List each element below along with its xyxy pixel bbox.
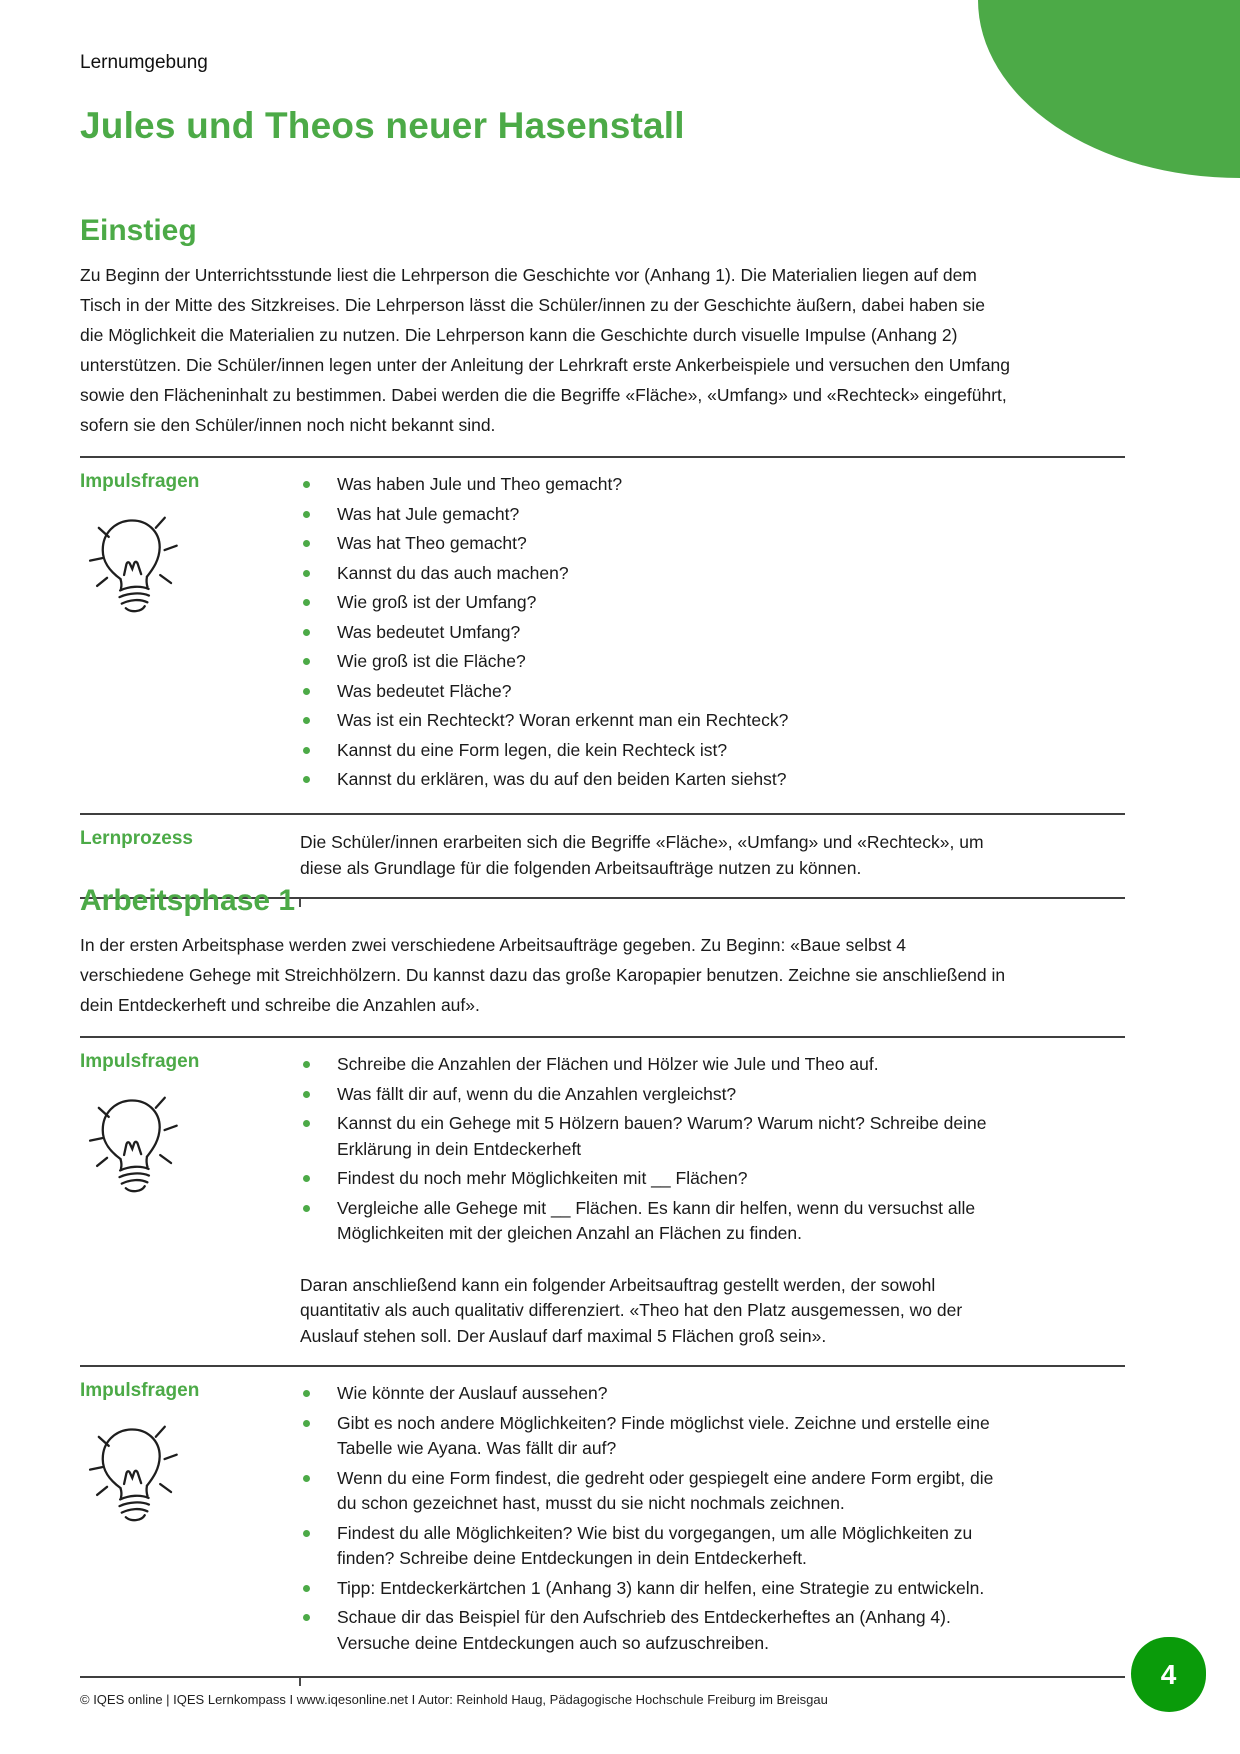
question-item: Wie könnte der Auslauf aussehen? [300,1381,1006,1407]
question-item: Vergleiche alle Gehege mit __ Flächen. Es kann dir helfen, wenn du versuchst alle Möglichkeiten mit der gleichen Anzahl an Flächen zu finden. [300,1196,1006,1247]
impulsfragen-row [80,456,1125,813]
section-heading-einstieg: Einstieg [80,214,197,247]
row-content-column [300,1051,1125,1349]
question-item: Findest du noch mehr Möglichkeiten mit __ Flächen? [300,1166,1006,1192]
arbeitsphase-intro-paragraph: In der ersten Arbeitsphase werden zwei verschiedene Arbeitsaufträge gegeben. Zu Beginn: «Baue selbst 4 verschiedene Gehege mit Streichhölzern. Du kannst dazu das große Karopapier benutzen. Zeichne sie anschließend in dein Entdeckerheft und schreibe die Anzahlen auf». [80,935,1006,1015]
impulsfragen-label: Impulsfragen [80,1380,200,1401]
question-item: Was ist ein Rechteckt? Woran erkennt man ein Rechteck? [300,708,1006,734]
question-item: Kannst du erklären, was du auf den beiden Karten siehst? [300,767,1006,793]
corner-accent-shape [978,0,1240,178]
impulsfragen-row [80,1036,1125,1365]
row-label-column [80,1051,300,1349]
section-arbeitsphase-1 [80,884,1125,1678]
row-label-column [80,828,300,881]
impulsfragen-row [80,1365,1125,1678]
lightbulb-icon [84,1089,184,1201]
question-item: Was hat Jule gemacht? [300,502,1006,528]
row-content-column [300,1380,1125,1660]
question-item: Schaue dir das Beispiel für den Aufschrieb des Entdeckerheftes an (Anhang 4). Versuche deine Entdeckungen auch so aufzuschreiben. [300,1605,1006,1656]
question-item: Kannst du ein Gehege mit 5 Hölzern bauen? Warum? Warum nicht? Schreibe deine Erklärung in dein Entdeckerheft [300,1111,1006,1162]
impulsfragen-question-list [300,472,1006,793]
row-label-column [80,471,300,797]
section-einstieg [80,214,1125,899]
document-type-label: Lernumgebung [80,52,208,73]
lightbulb-icon [84,1418,184,1530]
section-heading-arbeitsphase-1: Arbeitsphase 1 [80,884,296,917]
question-item: Tipp: Entdeckerkärtchen 1 (Anhang 3) kann dir helfen, eine Strategie zu entwickeln. [300,1576,1006,1602]
lernprozess-text: Die Schüler/innen erarbeiten sich die Begriffe «Fläche», «Umfang» und «Rechteck», um diese als Grundlage für die folgenden Arbeitsaufträge nutzen zu können. [300,831,984,878]
impulsfragen-question-list [300,1381,1006,1656]
lightbulb-icon [84,509,184,621]
question-item: Wie groß ist die Fläche? [300,649,1006,675]
page-title: Jules und Theos neuer Hasenstall [80,104,685,146]
einstieg-table [80,456,1125,899]
page-number-badge: 4 [1131,1637,1206,1712]
question-item: Gibt es noch andere Möglichkeiten? Finde möglichst viele. Zeichne und erstelle eine Tabelle wie Ayana. Was fällt dir auf? [300,1411,1006,1462]
footer-credit: © IQES online | IQES Lernkompass I www.iqesonline.net I Autor: Reinhold Haug, Pädagogische Hochschule Freiburg im Breisgau [80,1692,828,1707]
question-item: Wenn du eine Form findest, die gedreht oder gespiegelt eine andere Form ergibt, die du schon gezeichnet hast, musst du sie nicht nochmals zeichnen. [300,1466,1006,1517]
question-item: Was haben Jule und Theo gemacht? [300,472,1006,498]
impulsfragen-question-list [300,1052,1006,1247]
arbeitsphase-table [80,1036,1125,1678]
question-item: Kannst du eine Form legen, die kein Rechteck ist? [300,738,1006,764]
row-content-column [300,828,1125,881]
row-label-column [80,1380,300,1660]
lernprozess-label: Lernprozess [80,827,193,849]
row-content-column [300,471,1125,797]
question-item: Findest du alle Möglichkeiten? Wie bist du vorgegangen, um alle Möglichkeiten zu finden? Schreibe deine Entdeckungen in dein Entdeckerheft. [300,1521,1006,1572]
question-item: Schreibe die Anzahlen der Flächen und Hölzer wie Jule und Theo auf. [300,1052,1006,1078]
question-item: Kannst du das auch machen? [300,561,1006,587]
question-item: Was fällt dir auf, wenn du die Anzahlen vergleichst? [300,1082,1006,1108]
question-item: Was bedeutet Fläche? [300,679,1006,705]
question-item: Was hat Theo gemacht? [300,531,1006,557]
question-item: Wie groß ist der Umfang? [300,590,1006,616]
impulsfragen-label: Impulsfragen [80,1051,200,1072]
question-item: Was bedeutet Umfang? [300,620,1006,646]
impulsfragen-label: Impulsfragen [80,471,200,492]
einstieg-intro-paragraph: Zu Beginn der Unterrichtsstunde liest die Lehrperson die Geschichte vor (Anhang 1). Die Materialien liegen auf dem Tisch in der Mitte des Sitzkreises. Die Lehrperson lässt die Schüler/innen zu der Geschichte äußern, dabei haben sie die Möglichkeit die Materialien zu nutzen. Die Lehrperson kann die Geschichte durch visuelle Impulse (Anhang 2) unterstützen. Die Schüler/innen legen unter der Anleitung der Lehrkraft erste Ankerbeispiele und versuchen den Umfang sowie den Flächeninhalt zu bestimmen. Dabei werden die die Begriffe «Fläche», «Umfang» und «Rechteck» eingeführt, sofern sie den Schüler/innen noch nicht bekannt sind. [80,265,1011,435]
followup-paragraph: Daran anschließend kann ein folgender Arbeitsauftrag gestellt werden, der sowohl quantitativ als auch qualitativ differenziert. «Theo hat den Platz ausgemessen, wo der Auslauf stehen soll. Der Auslauf darf maximal 5 Flächen groß sein». [300,1274,963,1346]
